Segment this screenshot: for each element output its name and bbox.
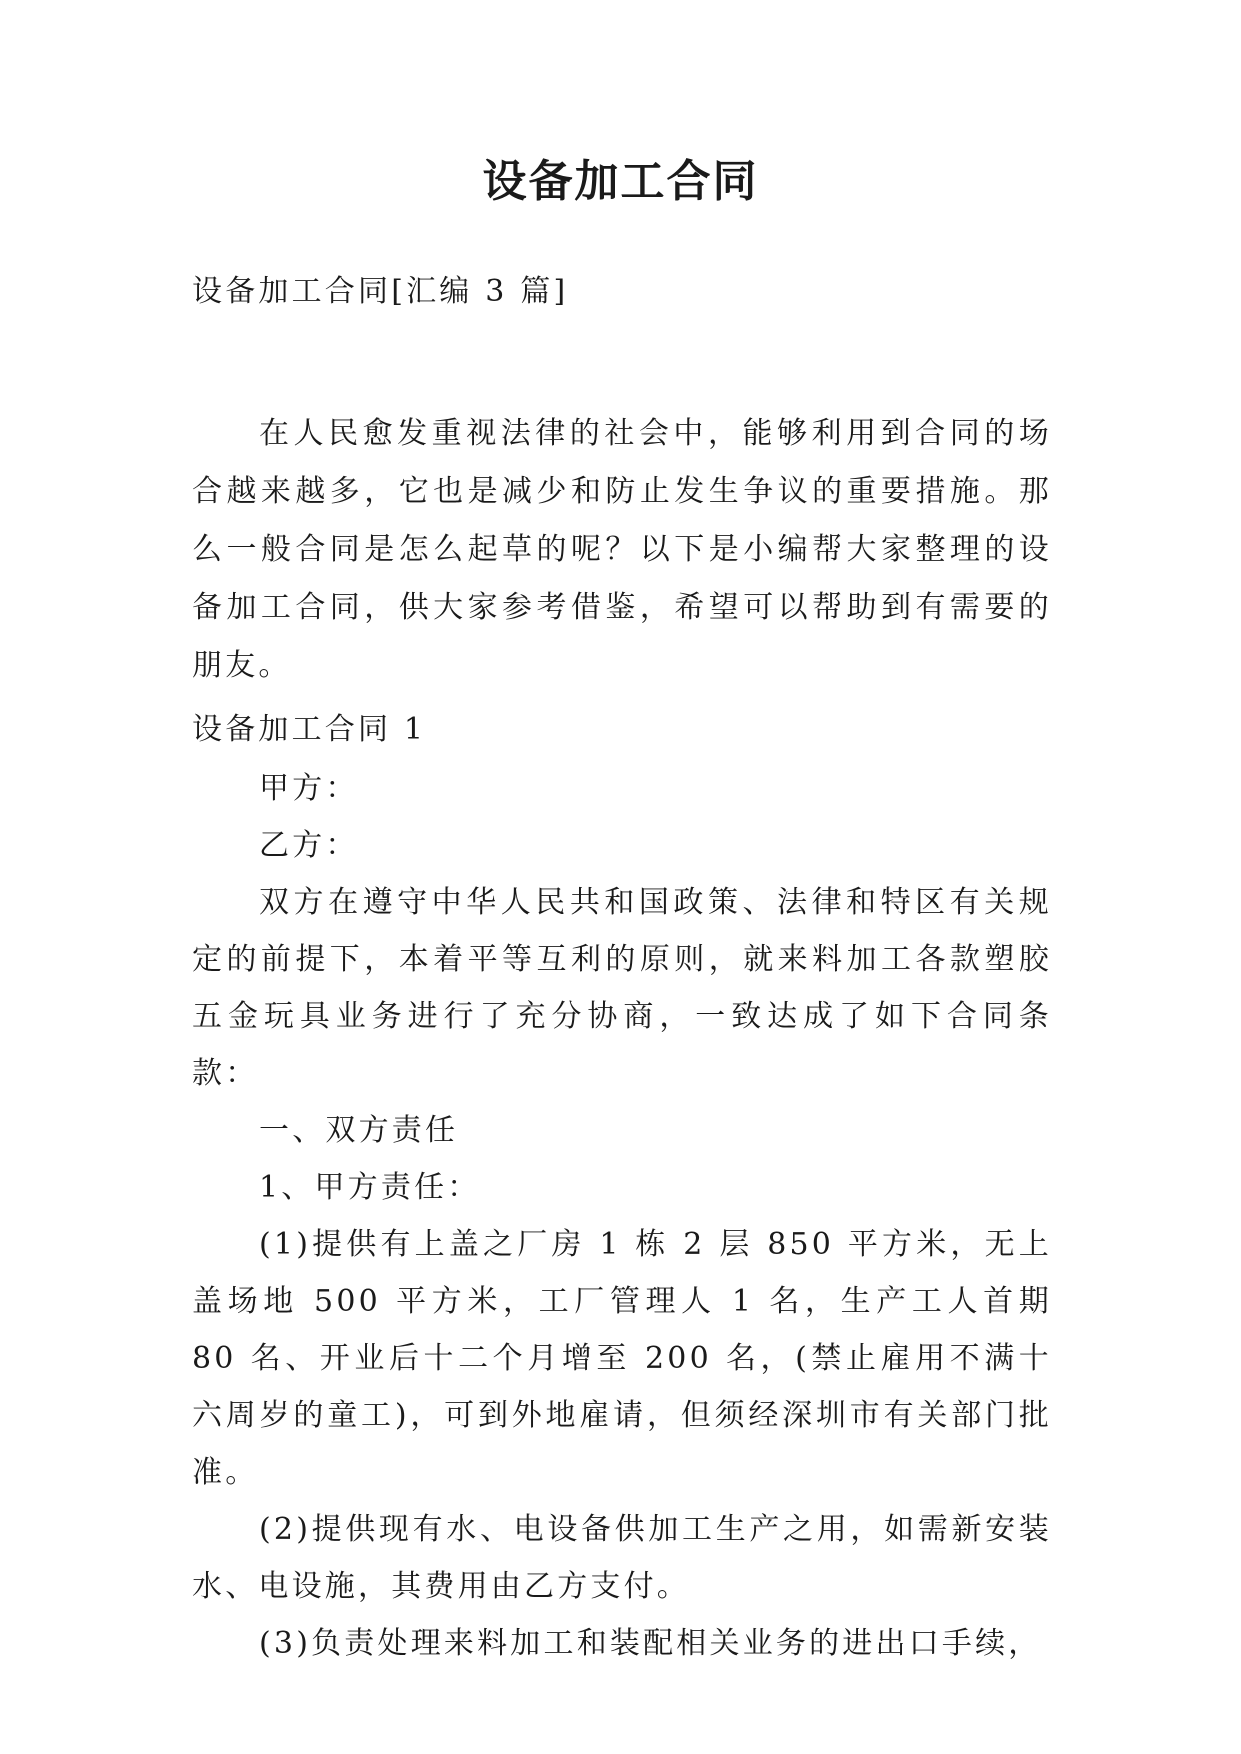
clause-heading: 一、双方责任	[259, 1113, 459, 1148]
party-b-line: 乙方：	[259, 828, 359, 863]
document-title: 设备加工合同	[482, 156, 759, 207]
party-a-line: 甲方：	[259, 771, 359, 806]
contract-body	[192, 760, 1052, 1672]
clause-item-3: (3)负责处理来料加工和装配相关业务的进出口手续，	[259, 1626, 1042, 1661]
document-subtitle: 设备加工合同[汇编 3 篇]	[192, 274, 569, 309]
intro-paragraph: 在人民愈发重视法律的社会中，能够利用到合同的场合越来越多，它也是减少和防止发生争议的重要措施。那么一般合同是怎么起草的呢？以下是小编帮大家整理的设备加工合同，供大家参考借鉴，希望可以帮助到有需要的朋友。	[192, 416, 1052, 683]
preamble-paragraph: 双方在遵守中华人民共和国政策、法律和特区有关规定的前提下，本着平等互利的原则，就来料加工各款塑胶五金玩具业务进行了充分协商，一致达成了如下合同条款：	[192, 885, 1052, 1091]
clause-item-2: (2)提供现有水、电设备供加工生产之用，如需新安装水、电设施，其费用由乙方支付。	[192, 1512, 1052, 1604]
sub-clause-heading: 1、甲方责任：	[259, 1170, 481, 1205]
section-heading: 设备加工合同 1	[192, 712, 427, 747]
clause-item-1: (1)提供有上盖之厂房 1 栋 2 层 850 平方米，无上盖场地 500 平方米，工厂管理人 1 名，生产工人首期 80 名、开业后十二个月增至 200 名，(禁止雇用不满十六周岁的童工)，可到外地雇请，但须经深圳市有关部门批准。	[192, 1227, 1052, 1490]
